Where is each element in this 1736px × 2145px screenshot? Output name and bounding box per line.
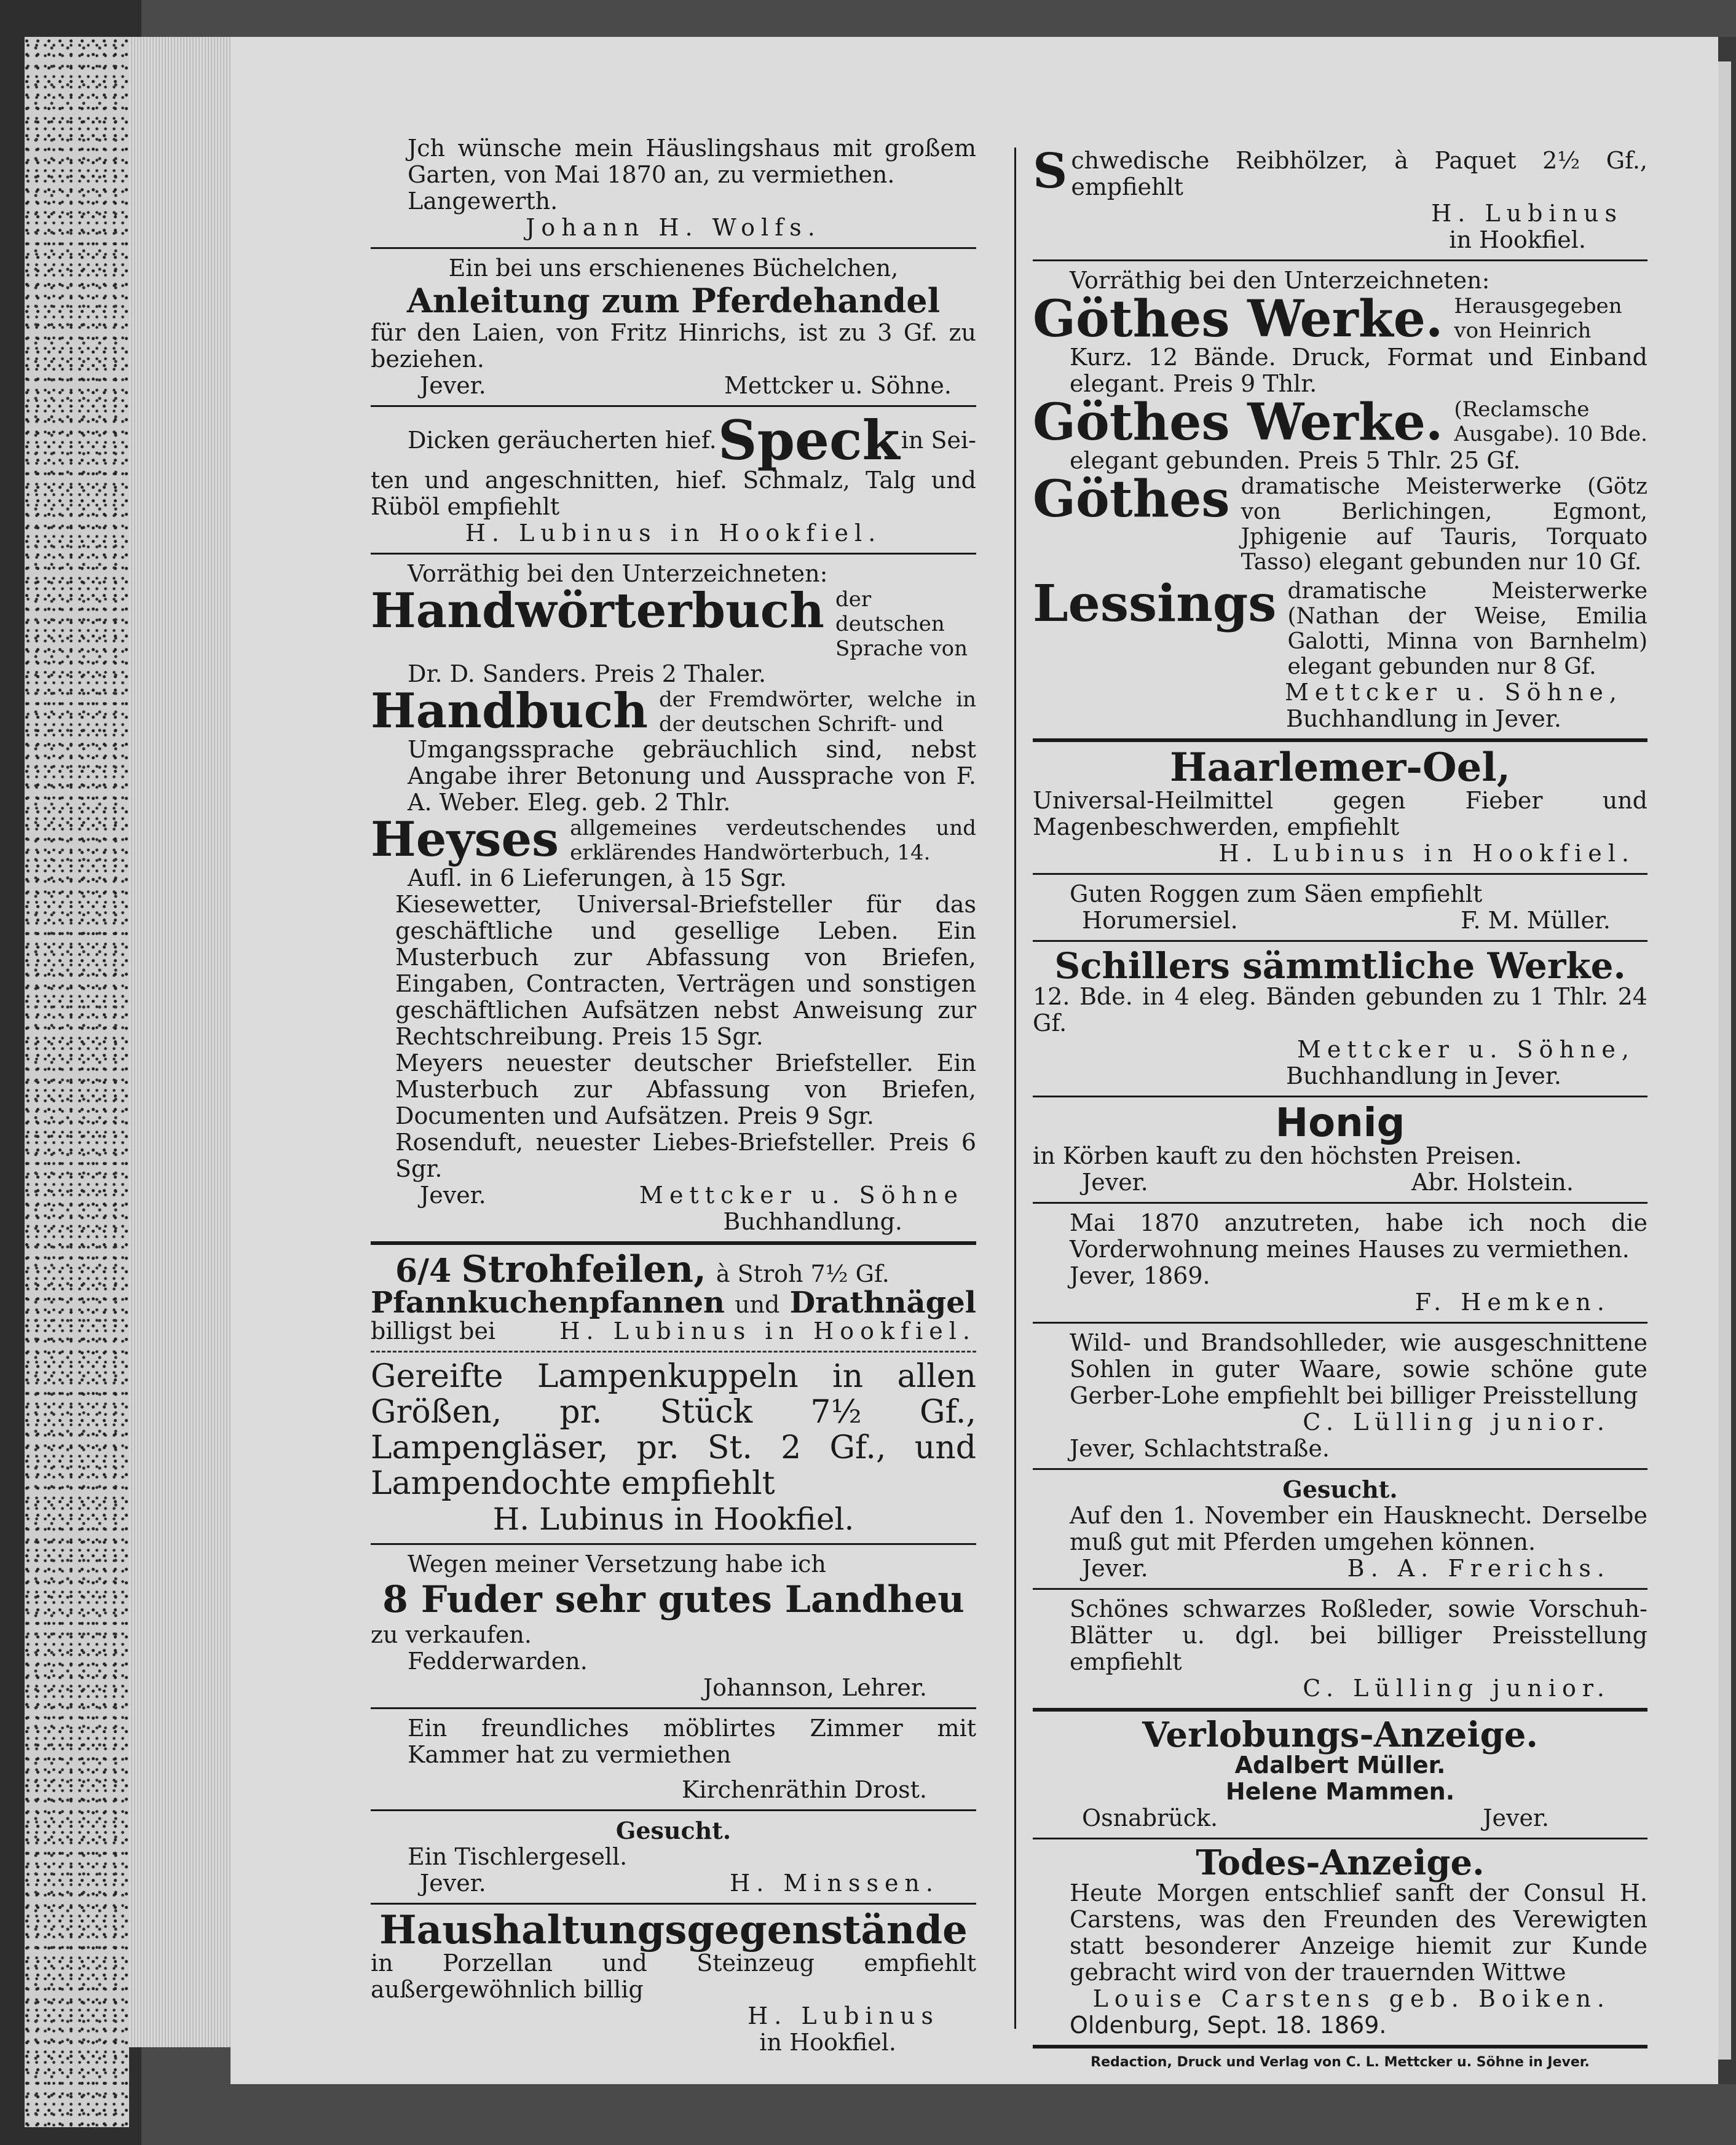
page-edges [129, 37, 234, 2047]
ad-title: Haarlemer-Oel, [1170, 745, 1510, 791]
ad-text: Auf den 1. November ein Hausknecht. Derselbe muß gut mit Pferden umgehen können. [1070, 1502, 1647, 1555]
ad-text: Mai 1870 anzutreten, habe ich noch die Vorderwohnung meines Hauses zu vermiethen. [1070, 1209, 1647, 1263]
ad-conj: und [735, 1291, 780, 1318]
ad-text: chwedische Reibhölzer, à Paquet 2½ Gf., empfiehlt [1071, 147, 1647, 200]
divider [1033, 1322, 1647, 1324]
ad-text: billigst bei [371, 1317, 496, 1345]
ad-title: Haushaltungsgegenstände [379, 1907, 968, 1953]
divider [1033, 1588, 1647, 1590]
book-title: Göthes Werke. [1033, 393, 1443, 452]
divider [1033, 259, 1647, 261]
ad-signer: Mettcker u. Söhne, [1284, 679, 1623, 706]
ad-household-goods [371, 1907, 976, 2056]
ad-servant-wanted [1033, 1476, 1647, 1582]
divider [371, 405, 976, 407]
ad-signer: Mettcker u. Söhne, [1296, 1036, 1635, 1063]
book-title: Göthes Werke. [1033, 290, 1443, 349]
divider [1033, 1468, 1647, 1470]
ad-place: Oldenburg, Sept. 18. 1869. [1070, 2012, 1387, 2039]
ad-signer: B. A. Frerichs. [1347, 1555, 1611, 1582]
ad-price: à Stroh 7½ Gf. [716, 1260, 890, 1287]
book-spine [25, 37, 129, 2127]
ad-signer-2: in Hookfiel. [1449, 226, 1586, 253]
divider [1033, 873, 1647, 875]
ad-bacon [371, 408, 976, 547]
ad-front-apartment [1033, 1210, 1647, 1316]
ad-text: Wild- und Brandsohlleder, wie ausgeschnittene Sohlen in guter Waare, sowie schöne gute Gerber-Lohe empfiehlt bei billiger Preisstellung [1070, 1329, 1647, 1409]
ad-item: Pfannkuchenpfannen [371, 1286, 725, 1320]
ad-intro: Vorräthig bei den Unterzeichneten: [1070, 267, 1490, 294]
ad-text: Guten Roggen zum Säen empfiehlt [1070, 880, 1483, 907]
ad-text: in Porzellan und Steinzeug empfiehlt außergewöhnlich billig [371, 1949, 976, 2003]
divider [371, 1351, 976, 1353]
book-desc: der Fremdwörter, welche in der deutschen Schrift- und [658, 687, 976, 737]
ad-place: Jever, Schlachtstraße. [1070, 1435, 1330, 1462]
ad-signer-2: in Hookfiel. [759, 2029, 896, 2056]
book-desc: Herausgegeben von Heinrich [1454, 294, 1622, 343]
ad-title: 8 Fuder sehr gutes Landheu [382, 1578, 965, 1621]
ad-title: Anleitung zum Pferdehandel [406, 281, 941, 320]
book-title: Handbuch [371, 683, 648, 739]
ad-signer: Kirchenräthin Drost. [681, 1776, 927, 1803]
ad-lamp-domes [371, 1359, 976, 1537]
divider [371, 1707, 976, 1709]
divider [1033, 2045, 1647, 2048]
ad-engagement [1033, 1715, 1647, 1831]
ad-place: Osnabrück. [1082, 1804, 1218, 1831]
ad-death-notice [1033, 1843, 1647, 2039]
ad-horse-trade-book [371, 255, 976, 399]
ad-classics [1033, 267, 1647, 732]
ad-text: Jch wünsche mein Häuslingshaus mit großem Garten, von Mai 1870 an, zu vermiethen. [408, 135, 976, 188]
ad-item: Drathnägel [789, 1286, 976, 1320]
divider [1033, 1838, 1647, 1839]
ad-signer: C. Lülling junior. [1303, 1408, 1611, 1436]
ad-intro: Wegen meiner Versetzung habe ich [408, 1550, 826, 1578]
book-title: Göthes [1033, 470, 1230, 529]
ad-signer: H. Lubinus in Hookfiel. [465, 519, 882, 547]
ad-text: Heute Morgen entschlief sanft der Consul H. Carstens, was den Freunden des Verewigten statt besonderer Anzeige hiemit zur Kunde gebracht wird von der trauernden Wittwe [1070, 1879, 1647, 1986]
ad-text: 12. Bde. in 4 eleg. Bänden gebunden zu 1 Thlr. 24 Gf. [1033, 983, 1647, 1037]
ad-signer: H. Lubinus [748, 2002, 939, 2029]
book-text: Dr. D. Sanders. Preis 2 Thaler. [408, 660, 767, 687]
column-rule [1014, 148, 1016, 2029]
ad-signer: Johannson, Lehrer. [703, 1674, 927, 1701]
ad-post: in Sei- [901, 426, 976, 454]
divider [1033, 1096, 1647, 1097]
ad-signer-2: Buchhandlung in Jever. [1285, 705, 1561, 732]
ad-signer: F. M. Müller. [1461, 907, 1611, 934]
ad-signer: Mettcker u. Söhne [639, 1182, 964, 1209]
ad-pre: Dicken geräucherten hief. [408, 426, 717, 454]
fraction: 6/4 [395, 1252, 452, 1290]
ad-schiller [1033, 945, 1647, 1089]
ad-house-rental [371, 135, 976, 241]
newspaper-page [231, 37, 1718, 2084]
left-column [371, 135, 976, 2056]
ad-text: in Körben kauft zu den höchsten Preisen. [1033, 1142, 1522, 1169]
ad-place: Jever. [1082, 1555, 1148, 1582]
ad-place: Jever. [420, 1870, 486, 1897]
ad-carpenter-wanted [371, 1817, 976, 1897]
ad-text: Gereifte Lampenkuppeln in allen Größen, pr. Stück 7½ Gf., Lampengläser, pr. St. 2 Gf., und Lampendochte empfiehlt [371, 1358, 976, 1502]
ad-signer-2: Buchhandlung. [723, 1208, 902, 1235]
ad-signer: H. Lubinus [1431, 200, 1623, 227]
book-desc: dramatische Meisterwerke (Götz von Berlichingen, Egmont, Jphigenie auf Tauris, Torquato Tasso) elegant gebunden nur 10 Gf. [1241, 474, 1647, 575]
book-desc: der deutschen Sprache von [835, 587, 968, 661]
ad-text: Ein Tischlergesell. [408, 1843, 628, 1870]
ad-signer: H. Minssen. [730, 1870, 939, 1897]
divider [1033, 1202, 1647, 1204]
ad-place: Jever. [420, 1182, 486, 1209]
ad-text: Universal-Heilmittel gegen Fieber und Magenbeschwerden, empfiehlt [1033, 787, 1647, 840]
ad-haarlem-oil [1033, 745, 1647, 867]
ad-place: Jever. [420, 372, 486, 399]
book-desc: (Reclamsche Ausgabe). 10 Bde. [1454, 397, 1647, 446]
ad-straw-files [371, 1248, 976, 1345]
book-text: Umgangssprache gebräuchlich sind, nebst Angabe ihrer Betonung und Aussprache von F. A. Weber. Eleg. geb. 2 Thlr. [408, 736, 976, 816]
ad-signer-2: Buchhandlung in Jever. [1285, 1062, 1561, 1089]
ad-intro: Vorräthig bei den Unterzeichneten: [408, 560, 828, 587]
ad-title: Honig [1275, 1100, 1405, 1146]
ad-place: Langewerth. [408, 188, 558, 215]
divider [1033, 940, 1647, 942]
ad-signer: H. Lubinus in Hookfiel. [559, 1317, 976, 1345]
ad-rye [1033, 881, 1647, 934]
ad-signer: Johann H. Wolfs. [526, 214, 821, 241]
ad-signer: H. Lubinus in Hookfiel. [492, 1501, 854, 1537]
ad-place: Fedderwarden. [408, 1648, 588, 1675]
ad-initial: S [1033, 143, 1068, 199]
ad-place: Jever. [1082, 1169, 1148, 1196]
book-title: Handwörterbuch [371, 583, 824, 639]
divider [1033, 738, 1647, 742]
ad-text: für den Laien, von Fritz Hinrichs, ist zu 3 Gf. zu beziehen. [371, 319, 976, 373]
ad-signer: H. Lubinus in Hookfiel. [1218, 840, 1635, 867]
book-text: Kurz. 12 Bände. Druck, Format und Einband elegant. Preis 9 Thlr. [1070, 344, 1647, 397]
ad-signer: Louise Carstens geb. Boiken. [1092, 1985, 1611, 2012]
book-title: Heyses [371, 812, 559, 867]
ad-signer: Abr. Holstein. [1411, 1169, 1574, 1196]
ad-signer: C. Lülling junior. [1303, 1675, 1611, 1702]
ad-title: Gesucht. [1282, 1475, 1398, 1503]
ad-signer: F. Hemken. [1414, 1289, 1611, 1316]
right-column [1033, 143, 1647, 2070]
ad-intro: Ein bei uns erschienenes Büchelchen, [448, 255, 899, 282]
book-text: Rosenduft, neuester Liebes-Briefsteller. Preis 6 Sgr. [395, 1129, 976, 1182]
book-text: elegant gebunden. Preis 5 Thlr. 25 Gf. [1070, 447, 1521, 474]
ad-title: Gesucht. [615, 1817, 732, 1844]
ad-place-2: Jever. [1483, 1804, 1549, 1831]
ad-hay [371, 1551, 976, 1701]
imprint-footer: Redaction, Druck und Verlag von C. L. Mettcker u. Söhne in Jever. [1091, 2055, 1590, 2070]
book-desc: allgemeines verdeutschendes und erklärendes Handwörterbuch, 14. [570, 816, 976, 865]
ad-text: Ein freundliches möblirtes Zimmer mit Kammer hat zu vermiethen [408, 1715, 976, 1768]
book-text: Kiesewetter, Universal-Briefsteller für das geschäftliche und gesellige Leben. Ein Musterbuch zur Abfassung von Briefen, Eingaben, Contracten, Verträgen und sonstigen geschäftlichen Aufsätzen nebst Anweisung zur Rechtschreibung. Preis 15 Sgr. [395, 891, 976, 1050]
engaged-name: Adalbert Müller. [1234, 1752, 1446, 1779]
ad-title: Todes-Anzeige. [1196, 1843, 1485, 1883]
ad-big-word: Speck [717, 408, 900, 472]
ad-horse-leather [1033, 1596, 1647, 1702]
divider [371, 247, 976, 249]
ad-sole-leather [1033, 1330, 1647, 1462]
ad-place: Jever, 1869. [1070, 1262, 1210, 1289]
divider [371, 1543, 976, 1545]
ad-title: Strohfeilen, [461, 1248, 706, 1291]
engaged-name: Helene Mammen. [1225, 1778, 1455, 1805]
ad-text: Schönes schwarzes Roßleder, sowie Vorschuh-Blätter u. dgl. bei billiger Preisstellung empfiehlt [1070, 1595, 1647, 1675]
ad-title: Schillers sämmtliche Werke. [1054, 945, 1626, 987]
ad-room [371, 1715, 976, 1803]
ad-honey [1033, 1100, 1647, 1196]
divider [1033, 1708, 1647, 1712]
divider [371, 1809, 976, 1811]
ad-text: zu verkaufen. [371, 1621, 532, 1648]
ad-title: Verlobungs-Anzeige. [1142, 1715, 1538, 1755]
divider [371, 1903, 976, 1905]
ad-text: ten und angeschnitten, hief. Schmalz, Talg und Rüböl empfiehlt [371, 467, 976, 520]
book-text: Meyers neuester deutscher Briefsteller. Ein Musterbuch zur Abfassung von Briefen, Documenten und Aufsätzen. Preis 9 Sgr. [395, 1049, 976, 1129]
divider [371, 553, 976, 555]
ad-matches [1033, 143, 1647, 253]
book-title: Lessings [1033, 574, 1277, 633]
ad-place: Horumersiel. [1082, 907, 1238, 934]
book-desc: dramatische Meisterwerke (Nathan der Weise, Emilia Galotti, Minna von Barnhelm) elegant gebunden nur 8 Gf. [1287, 579, 1647, 679]
divider [371, 1241, 976, 1245]
ad-signer: Mettcker u. Söhne. [724, 372, 952, 399]
ad-dictionaries [371, 561, 976, 1235]
book-text: Aufl. in 6 Lieferungen, à 15 Sgr. [408, 864, 787, 891]
